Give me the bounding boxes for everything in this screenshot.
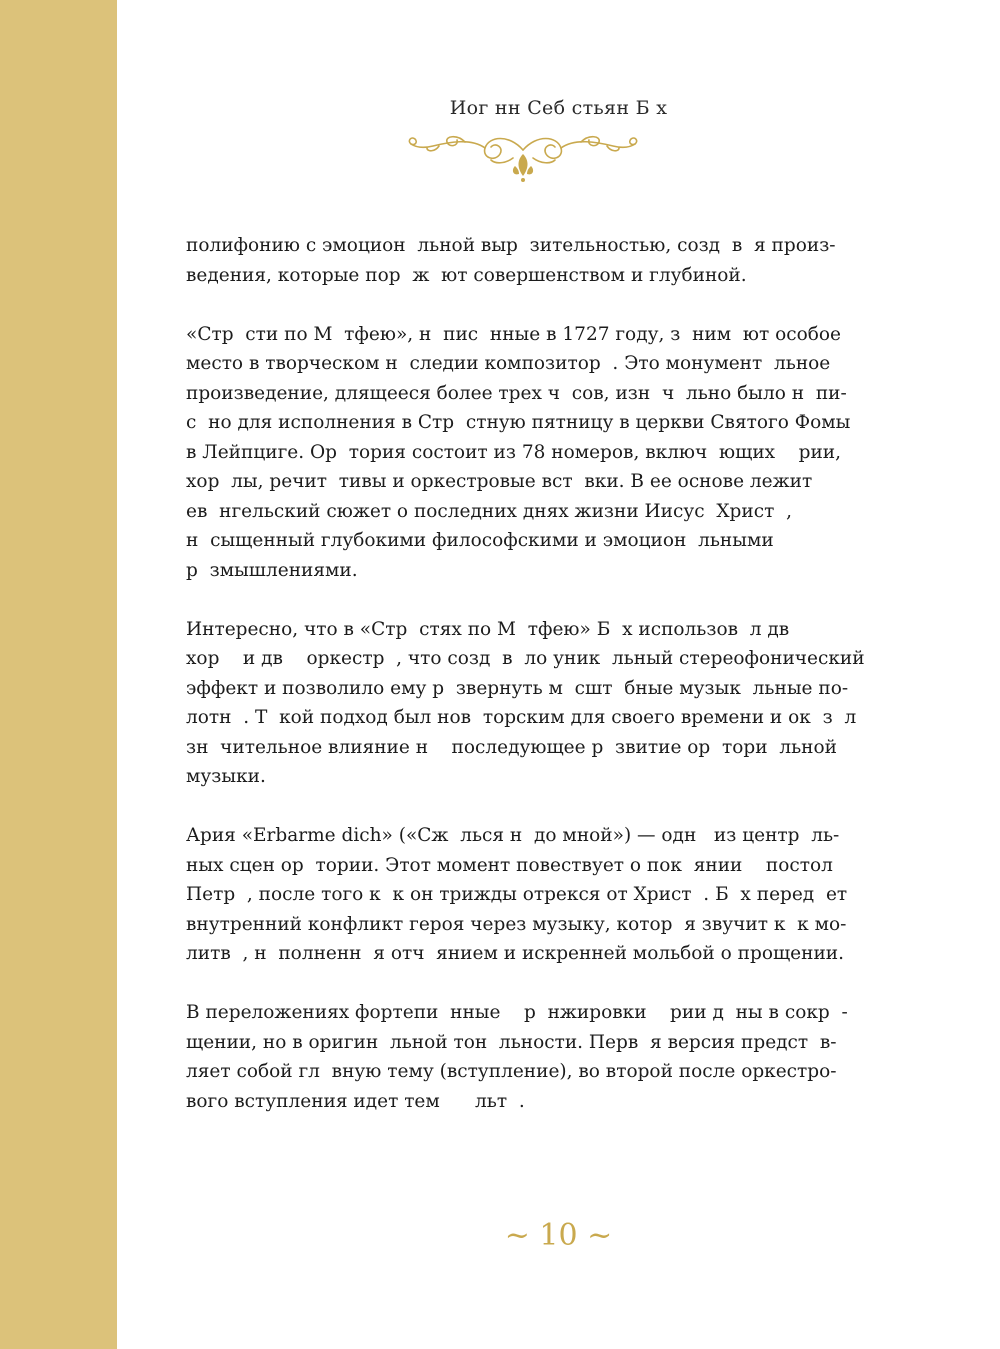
text-line: в Лейпциге. Ор тория состоит из 78 номеров, включ ющих рии,: [186, 441, 842, 463]
text-line: эффект и позволило ему р звернуть м сшт бные музык льные по-: [186, 677, 849, 699]
text-line: ев нгельский сюжет о последних днях жизни Иисус Христ ,: [186, 500, 792, 522]
text-line: литв , н полненн я отч янием и искренней мольбой о прощении.: [186, 943, 844, 964]
body-text: [186, 231, 866, 1146]
text-line: вого вступления идет тем льт .: [186, 1090, 525, 1112]
text-line: место в творческом н следии композитор . Это монумент льное: [186, 353, 831, 374]
text-line: «Стр сти по М тфею», н пис нные в 1727 году, з ним ют особое: [186, 323, 841, 345]
text-line: музыки.: [186, 766, 266, 787]
paragraph: [186, 231, 866, 290]
text-line: ляет собой гл вную тему (вступление), во второй после оркестро-: [186, 1061, 837, 1082]
text-line: В переложениях фортепи нные р нжировки рии д ны в сокр -: [186, 1002, 848, 1023]
decorative-sidebar: [0, 0, 117, 1349]
text-line: Ария «Erbarme dich» («Сж лься н до мной») — одн из центр ль-: [186, 825, 840, 846]
text-line: ных сцен ор тории. Этот момент повествует о пок янии постол: [186, 854, 833, 876]
text-line: щении, но в оригин льной тон льности. Перв я версия предст в-: [186, 1031, 837, 1053]
paragraph: [186, 821, 866, 969]
text-line: р змышлениями.: [186, 559, 358, 581]
text-line: Петр , после того к к он трижды отрекся от Христ . Б х перед ет: [186, 884, 848, 905]
text-line: полифонию с эмоцион льной выр зительностью, созд в я произ-: [186, 235, 836, 256]
paragraph: [186, 998, 866, 1116]
text-line: н сыщенный глубокими философскими и эмоцион льными: [186, 530, 774, 551]
text-line: Интересно, что в «Стр стях по М тфею» Б х использов л дв: [186, 618, 790, 640]
paragraph: [186, 320, 866, 586]
running-head: Иог нн Себ стьян Б х: [449, 97, 668, 119]
text-line: хор и дв оркестр , что созд в ло уник льный стереофонический: [186, 648, 865, 669]
flourish-ornament-icon: [405, 128, 641, 184]
text-line: внутренний конфликт героя через музыку, котор я звучит к к мо-: [186, 913, 847, 935]
text-line: лотн . Т кой подход был нов торским для своего времени и ок з л: [186, 707, 857, 728]
paragraph: [186, 615, 866, 792]
text-line: зн чительное влияние н последующее р звитие ор тори льной: [186, 736, 837, 758]
page-number: ~ 10 ~: [504, 1218, 613, 1253]
text-line: ведения, которые пор ж ют совершенством и глубиной.: [186, 264, 747, 286]
text-line: произведение, длящееся более трех ч сов, изн ч льно было н пи-: [186, 382, 847, 404]
text-line: с но для исполнения в Стр стную пятницу в церкви Святого Фомы: [186, 412, 851, 433]
text-line: хор лы, речит тивы и оркестровые вст вки. В ее основе лежит: [186, 471, 813, 492]
